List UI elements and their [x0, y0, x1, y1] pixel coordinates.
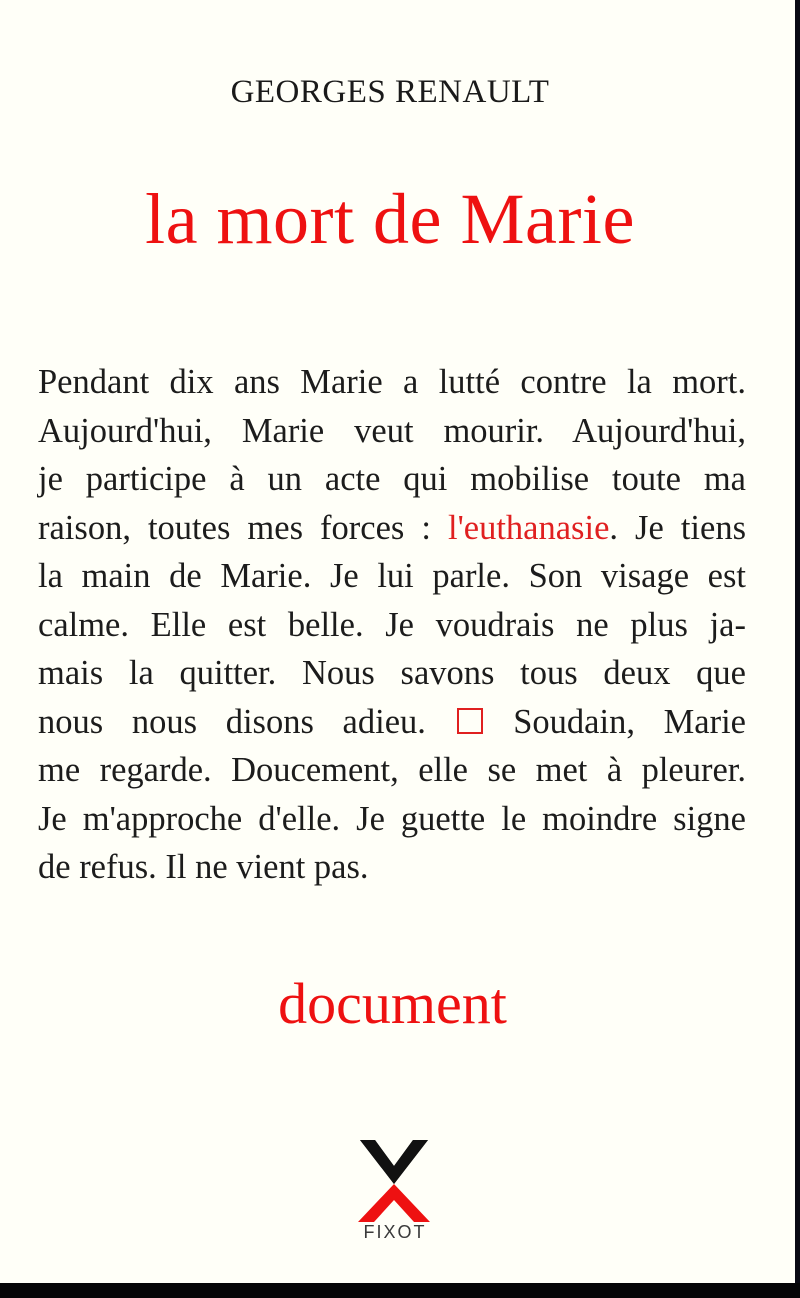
blurb-line: mais la quitter. Nous savons tous deux que	[38, 654, 746, 692]
genre-label: document	[278, 971, 507, 1036]
blurb-line: Pendant dix ans Marie a lutté contre la mort.	[38, 363, 746, 401]
blurb-line: Aujourd'hui, Marie veut mourir. Aujourd'hui,	[38, 411, 746, 450]
blurb-line: la main de Marie. Je lui parle. Son visage est	[38, 557, 746, 595]
blurb-line	[38, 698, 746, 747]
blurb-line	[38, 504, 746, 553]
red-square-icon	[457, 708, 483, 734]
scan-edge-right	[795, 0, 800, 1298]
blurb-fragment: raison, toutes mes forces :	[38, 508, 448, 547]
highlighted-word: l'euthanasie	[447, 508, 610, 547]
blurb-line: je participe à un acte qui mobilise toute ma	[38, 460, 746, 498]
blurb-line: Je m'approche d'elle. Je guette le moindre signe	[38, 799, 746, 838]
blurb-fragment: Soudain, Marie	[484, 702, 746, 741]
publisher-name: FIXOT	[363, 1222, 427, 1242]
book-title: la mort de Marie	[145, 179, 635, 259]
blurb-fragment: . Je tiens	[609, 508, 746, 547]
blurb-line: calme. Elle est belle. Je voudrais ne plus ja-	[38, 605, 746, 644]
author-name: GEORGES RENAULT	[230, 74, 550, 110]
blurb-fragment: nous nous disons adieu.	[38, 702, 455, 741]
blurb-line: de refus. Il ne vient pas.	[38, 848, 369, 886]
blurb-line: me regarde. Doucement, elle se met à pleurer.	[38, 751, 746, 789]
scan-edge-bottom	[0, 1283, 800, 1298]
blurb-text	[38, 358, 746, 892]
publisher-logo-icon	[358, 1136, 430, 1222]
